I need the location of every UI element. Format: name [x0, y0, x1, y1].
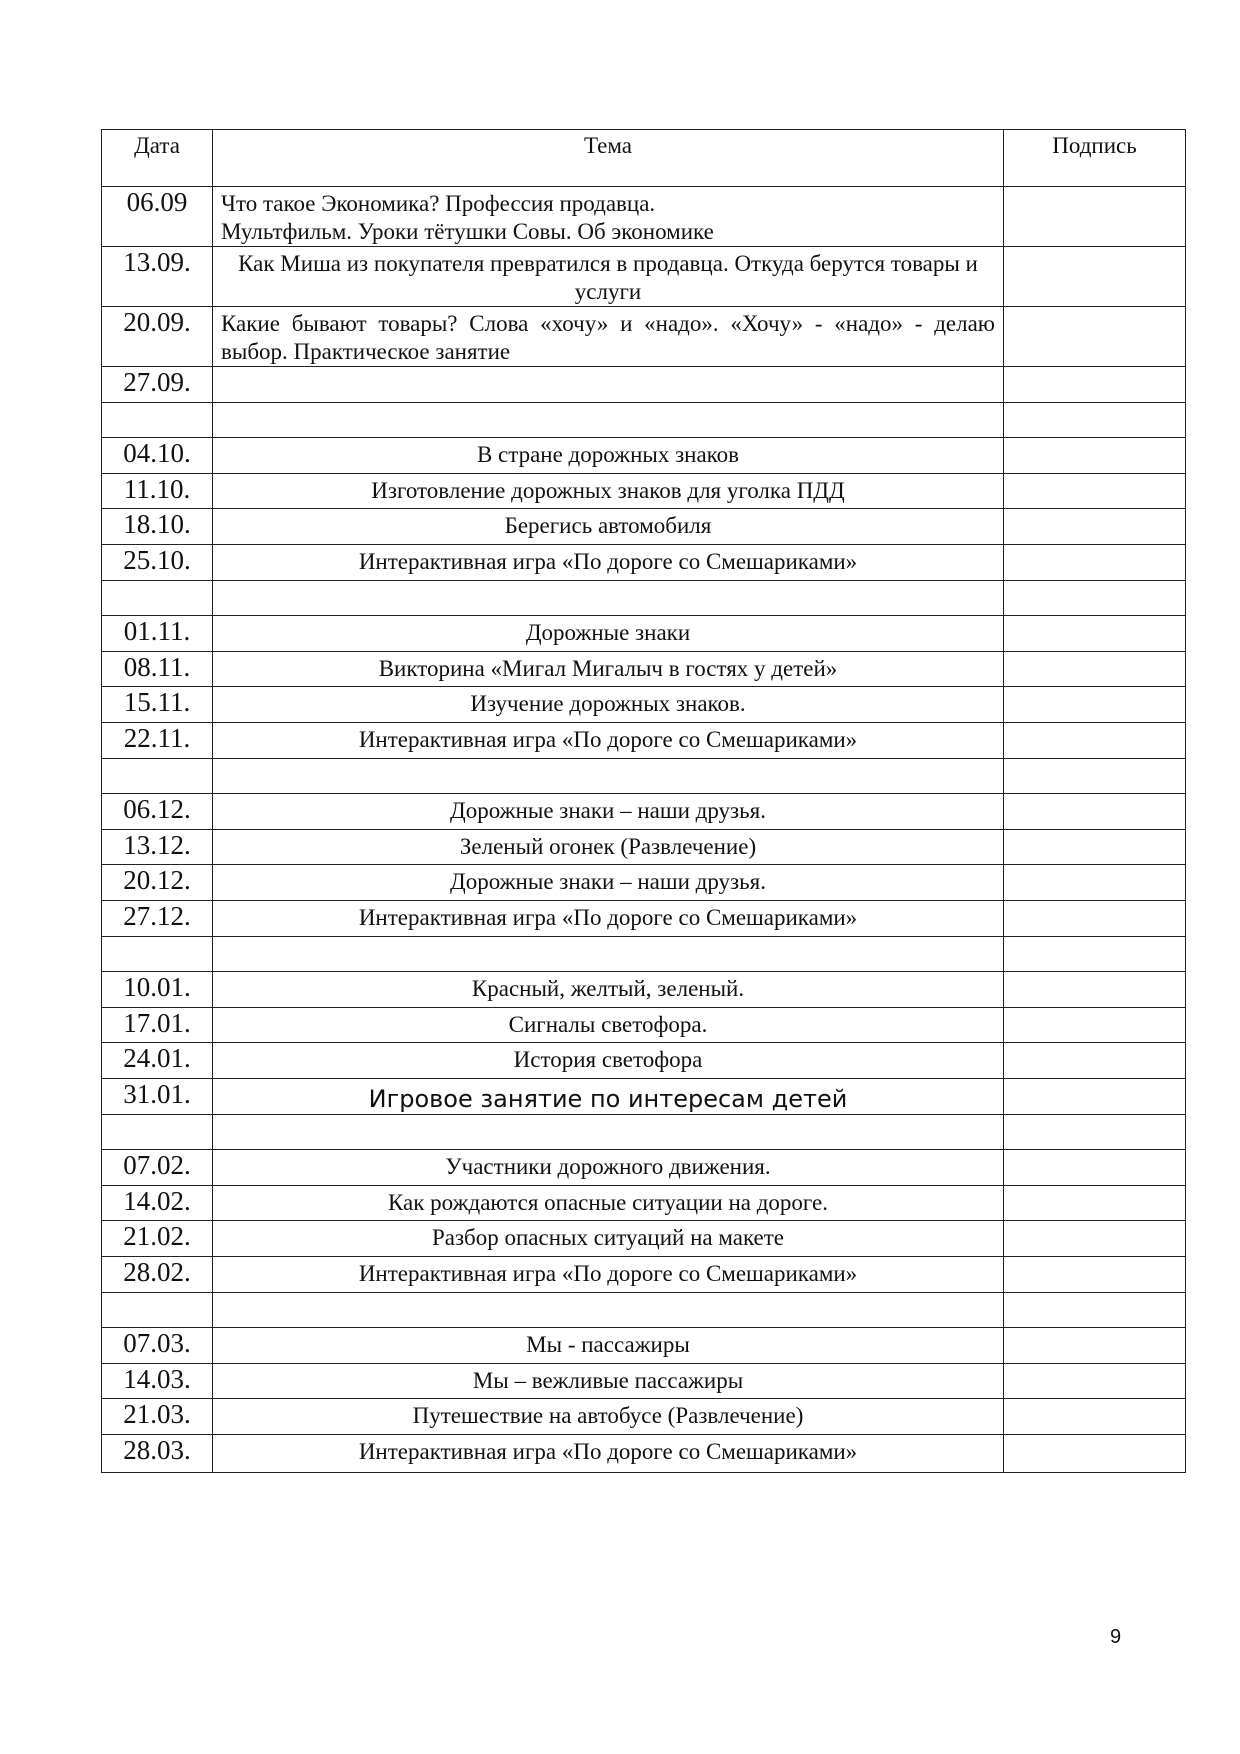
cell-theme: Викторина «Мигал Мигалыч в гостях у детей»: [213, 652, 1004, 687]
table-row: [102, 1328, 1186, 1364]
cell-date: 21.02.: [102, 1221, 213, 1257]
cell-theme: Интерактивная игра «По дороге со Смешариками»: [213, 1435, 1004, 1473]
cell-signature: [1004, 187, 1186, 247]
cell-date: 06.12.: [102, 794, 213, 830]
table-row: [102, 1293, 1186, 1328]
cell-date: 18.10.: [102, 509, 213, 545]
cell-theme: Дорожные знаки – наши друзья.: [213, 794, 1004, 830]
table-row: [102, 616, 1186, 652]
table-row: [102, 247, 1186, 307]
table-row: [102, 1399, 1186, 1435]
cell-theme: Как рождаются опасные ситуации на дороге.: [213, 1186, 1004, 1221]
table-row: [102, 403, 1186, 438]
cell-date: 13.09.: [102, 247, 213, 307]
cell-date: 22.11.: [102, 723, 213, 759]
cell-date: 27.09.: [102, 367, 213, 403]
page-number: 9: [1110, 1626, 1122, 1648]
cell-date: 13.12.: [102, 830, 213, 865]
table-row: [102, 1257, 1186, 1293]
cell-theme: Интерактивная игра «По дороге со Смешариками»: [213, 723, 1004, 759]
cell-date: 11.10.: [102, 474, 213, 509]
cell-signature: [1004, 687, 1186, 723]
cell-theme: Интерактивная игра «По дороге со Смешариками»: [213, 545, 1004, 581]
cell-theme: Какие бывают товары? Слова «хочу» и «надо». «Хочу» - «надо» - делаю выбор. Практическое занятие: [213, 307, 1004, 367]
cell-theme: Изготовление дорожных знаков для уголка ПДД: [213, 474, 1004, 509]
cell-theme: Мы - пассажиры: [213, 1328, 1004, 1364]
cell-signature: [1004, 723, 1186, 759]
cell-signature: [1004, 759, 1186, 794]
cell-signature: [1004, 1364, 1186, 1399]
table-row: [102, 438, 1186, 474]
cell-signature: [1004, 367, 1186, 403]
table-row: [102, 1435, 1186, 1473]
cell-signature: [1004, 1115, 1186, 1150]
cell-theme: Участники дорожного движения.: [213, 1150, 1004, 1186]
cell-signature: [1004, 307, 1186, 367]
cell-date: 07.02.: [102, 1150, 213, 1186]
table-row: [102, 545, 1186, 581]
cell-theme: Путешествие на автобусе (Развлечение): [213, 1399, 1004, 1435]
cell-date: 07.03.: [102, 1328, 213, 1364]
header-theme: Тема: [213, 130, 1004, 187]
table-row: [102, 723, 1186, 759]
cell-signature: [1004, 1293, 1186, 1328]
table-row: [102, 937, 1186, 972]
cell-theme: Сигналы светофора.: [213, 1008, 1004, 1043]
cell-theme: Как Миша из покупателя превратился в продавца. Откуда берутся товары и услуги: [213, 247, 1004, 307]
table-row: [102, 1221, 1186, 1257]
cell-theme: [213, 1115, 1004, 1150]
cell-date: 28.02.: [102, 1257, 213, 1293]
cell-signature: [1004, 972, 1186, 1008]
cell-signature: [1004, 474, 1186, 509]
cell-date: 04.10.: [102, 438, 213, 474]
table-row: [102, 972, 1186, 1008]
cell-theme: Красный, желтый, зеленый.: [213, 972, 1004, 1008]
cell-signature: [1004, 1008, 1186, 1043]
cell-signature: [1004, 830, 1186, 865]
table-row: [102, 794, 1186, 830]
cell-signature: [1004, 1150, 1186, 1186]
table-row: [102, 1115, 1186, 1150]
cell-theme: [213, 937, 1004, 972]
cell-theme: [213, 581, 1004, 616]
table-row: [102, 1079, 1186, 1115]
cell-theme: Берегись автомобиля: [213, 509, 1004, 545]
cell-date: 25.10.: [102, 545, 213, 581]
table-row: [102, 1186, 1186, 1221]
cell-signature: [1004, 1399, 1186, 1435]
table-row: [102, 1008, 1186, 1043]
table-row: [102, 759, 1186, 794]
table-row: [102, 901, 1186, 937]
cell-date: 15.11.: [102, 687, 213, 723]
cell-theme: Дорожные знаки: [213, 616, 1004, 652]
table-row: [102, 687, 1186, 723]
header-signature: Подпись: [1004, 130, 1186, 187]
cell-date: 20.12.: [102, 865, 213, 901]
cell-date: 01.11.: [102, 616, 213, 652]
cell-theme: Интерактивная игра «По дороге со Смешариками»: [213, 1257, 1004, 1293]
cell-signature: [1004, 581, 1186, 616]
cell-signature: [1004, 616, 1186, 652]
cell-theme: Разбор опасных ситуаций на макете: [213, 1221, 1004, 1257]
cell-date: [102, 403, 213, 438]
cell-signature: [1004, 1221, 1186, 1257]
cell-date: 24.01.: [102, 1043, 213, 1079]
cell-signature: [1004, 652, 1186, 687]
table-row: [102, 581, 1186, 616]
cell-theme: В стране дорожных знаков: [213, 438, 1004, 474]
cell-signature: [1004, 1043, 1186, 1079]
cell-date: 27.12.: [102, 901, 213, 937]
table-row: [102, 1150, 1186, 1186]
cell-signature: [1004, 1257, 1186, 1293]
schedule-table: [101, 129, 1186, 1473]
table-row: [102, 865, 1186, 901]
cell-signature: [1004, 794, 1186, 830]
cell-signature: [1004, 403, 1186, 438]
cell-date: 17.01.: [102, 1008, 213, 1043]
cell-signature: [1004, 865, 1186, 901]
cell-theme: [213, 403, 1004, 438]
header-row: [102, 130, 1186, 187]
cell-date: 28.03.: [102, 1435, 213, 1473]
cell-date: 14.03.: [102, 1364, 213, 1399]
table-row: [102, 652, 1186, 687]
table-row: [102, 367, 1186, 403]
cell-theme: [213, 1293, 1004, 1328]
cell-signature: [1004, 438, 1186, 474]
cell-date: 31.01.: [102, 1079, 213, 1115]
cell-signature: [1004, 1435, 1186, 1473]
cell-theme: [213, 759, 1004, 794]
cell-signature: [1004, 937, 1186, 972]
table-row: [102, 307, 1186, 367]
cell-theme: Игровое занятие по интересам детей: [213, 1079, 1004, 1115]
cell-date: [102, 581, 213, 616]
cell-theme: Дорожные знаки – наши друзья.: [213, 865, 1004, 901]
cell-date: [102, 937, 213, 972]
table-row: [102, 830, 1186, 865]
cell-theme: [213, 367, 1004, 403]
cell-signature: [1004, 1079, 1186, 1115]
table-row: [102, 187, 1186, 247]
cell-theme: История светофора: [213, 1043, 1004, 1079]
cell-theme: Изучение дорожных знаков.: [213, 687, 1004, 723]
cell-date: [102, 1115, 213, 1150]
cell-date: 14.02.: [102, 1186, 213, 1221]
table-row: [102, 1364, 1186, 1399]
cell-theme: Интерактивная игра «По дороге со Смешариками»: [213, 901, 1004, 937]
cell-theme: Мы – вежливые пассажиры: [213, 1364, 1004, 1399]
cell-signature: [1004, 545, 1186, 581]
cell-theme: Зеленый огонек (Развлечение): [213, 830, 1004, 865]
cell-date: [102, 1293, 213, 1328]
table-row: [102, 509, 1186, 545]
cell-signature: [1004, 509, 1186, 545]
cell-date: 10.01.: [102, 972, 213, 1008]
cell-date: 20.09.: [102, 307, 213, 367]
cell-date: 06.09: [102, 187, 213, 247]
cell-date: [102, 759, 213, 794]
cell-signature: [1004, 1328, 1186, 1364]
cell-signature: [1004, 1186, 1186, 1221]
table-row: [102, 1043, 1186, 1079]
header-date: Дата: [102, 130, 213, 187]
cell-date: 21.03.: [102, 1399, 213, 1435]
cell-signature: [1004, 247, 1186, 307]
cell-date: 08.11.: [102, 652, 213, 687]
table-row: [102, 474, 1186, 509]
cell-signature: [1004, 901, 1186, 937]
cell-theme: Что такое Экономика? Профессия продавца. Мультфильм. Уроки тётушки Совы. Об экономике: [213, 187, 1004, 247]
